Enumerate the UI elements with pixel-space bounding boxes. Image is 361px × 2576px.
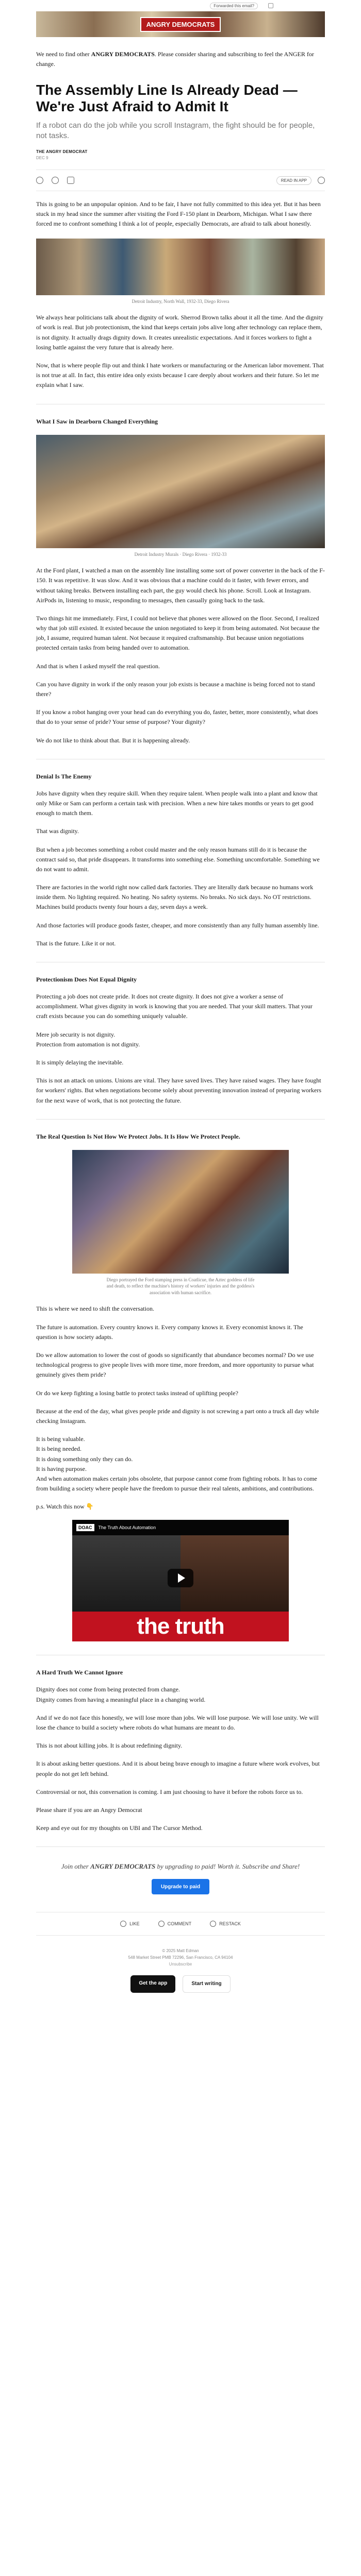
publication-logo[interactable]: ANGRY DEMOCRATS — [140, 17, 221, 32]
footer — [36, 1948, 325, 1992]
forward-bar — [0, 0, 361, 11]
post-title[interactable]: The Assembly Line Is Already Dead — We're Just Afraid to Admit It — [36, 82, 298, 115]
watch-line: p.s. Watch this now 👇 — [36, 1503, 94, 1511]
paragraph: If you know a robot hanging over your head can do everything you do, faster, better, more consistently, what does that do to your sense of pride? Your sense of purpose? Your dignity? — [36, 708, 318, 726]
paragraph: And those factories will produce goods faster, cheaper, and more consistently than any fully human assembly line. — [36, 921, 319, 929]
list-item: It is having purpose. — [36, 1465, 87, 1472]
paragraph: This is not about killing jobs. It is about redefining dignity. — [36, 1742, 183, 1750]
paragraph: Protection from automation is not dignity. — [36, 1040, 140, 1048]
signoff-line: Keep and eye out for my thoughts on UBI and The Cursor Method. — [36, 1824, 203, 1832]
truth-lines — [36, 1685, 325, 1704]
short-lines — [36, 1030, 325, 1049]
restack-icon — [210, 1921, 216, 1927]
paragraph: And if we do not face this honestly, we will lose more than jobs. We will lose purpose. We will lose unity. We will lose the chance to build a society where robots do what humans are meant to do. — [36, 1714, 319, 1732]
truth-line: Dignity comes from having a meaningful place in a changing world. — [36, 1696, 206, 1703]
figure-3 — [36, 1150, 325, 1296]
paragraph: This is not an attack on unions. Unions are vital. They have saved lives. They have raised wages. They have fought for workers' rights. But when negotiations become solely about preventing innovation instead of preparing workers for the next wave of work, that is not protecting the future. — [36, 1077, 322, 1104]
list-item: And when automation makes certain jobs obsolete, that purpose cannot come from fighting robots. It has to come from building a society where people have the freedom to pursue their real talents, ambitions, and contributions. — [36, 1475, 317, 1493]
byline — [36, 149, 325, 160]
list-item: It is being valuable. — [36, 1435, 85, 1443]
play-icon[interactable] — [168, 1569, 193, 1587]
paragraph: We always hear politicians talk about the dignity of work. Sherrod Brown talks about it all the time. And the dignity of work is real. But job protectionism, the kind that keeps certain jobs alive long after technology can replace them, is not dignity. It actually drags dignity down. It creates unrealistic expectations. And it forces workers to fight a losing battle against the very future that is already here. — [36, 314, 323, 351]
paragraph: There are factories in the world right now called dark factories. They are literally dark because no humans work inside them. No lighting required. No heating. No safety systems. No breaks. No sick days. No OT restrictions. Machines build products twenty four hours a day, seven days a week. — [36, 884, 314, 911]
section-heading: A Hard Truth We Cannot Ignore — [36, 1669, 123, 1676]
unsubscribe-link[interactable]: Unsubscribe — [169, 1961, 192, 1967]
paragraph: That is the future. Like it or not. — [36, 939, 116, 947]
bottom-action-bar — [36, 1912, 325, 1936]
paragraph: Now, that is where people flip out and think I hate workers or manufacturing or the American labor movement. That is not true at all. In fact, this entire idea only exists because I care deeply about workers and their future. So let me explain what I saw. — [36, 361, 324, 389]
figure-caption: Detroit Industry Murals · Diego Rivera · 1932-33 — [134, 551, 227, 557]
list-lines — [36, 1434, 325, 1494]
figure-caption: Diego portrayed the Ford stamping press in Coatlicue, the Aztec goddess of life and death, to reflect the machine's history of workers' injuries and the goddess's association with human sacrifice. — [106, 1277, 255, 1295]
start-writing-button[interactable]: Start writing — [183, 1975, 230, 1993]
upgrade-button[interactable]: Upgrade to paid — [152, 1879, 209, 1894]
post-container — [36, 49, 325, 1993]
paragraph: That was dignity. — [36, 827, 79, 835]
video-title[interactable]: The Truth About Automation — [98, 1525, 156, 1531]
paragraph: Or do we keep fighting a losing battle to protect tasks instead of uplifting people? — [36, 1389, 238, 1397]
paragraph: And that is when I asked myself the real question. — [36, 662, 160, 670]
paragraph: It is about asking better questions. And it is about being brave enough to imagine a future where work evolves, but people do not get left behind. — [36, 1760, 320, 1777]
embedded-video[interactable] — [72, 1520, 289, 1641]
video-overlay-text: the truth — [72, 1612, 289, 1641]
truth-line: Dignity does not come from being protected from change. — [36, 1686, 180, 1693]
paragraph: Jobs have dignity when they require skill. When they require talent. When people walk into a plant and know that only Mike or Sam can perform a certain task with precision. When a new hire takes months or years to get good enough to match them. — [36, 789, 318, 817]
video-frame-right — [180, 1535, 289, 1613]
restack-icon[interactable] — [67, 177, 74, 184]
share-icon[interactable] — [318, 177, 325, 184]
heart-icon — [120, 1921, 126, 1927]
mural-image[interactable] — [36, 239, 325, 295]
copyright: © 2025 Matt Edman — [162, 1948, 199, 1954]
list-item: It is doing something only they can do. — [36, 1455, 133, 1463]
read-in-app-button[interactable]: READ IN APP — [276, 176, 311, 185]
paragraph: At the Ford plant, I watched a man on the assembly line installing some sort of power converter in the back of the F-150. It was repetitive. It was slow. And it was obvious that a machine could do it faster, with fewer errors, and without taking breaks. Between installing each part, the guy would check his phone. Scroll. Look at Instagram. AirPods in, listening to music, responding to messages, then casually going back to the task. — [36, 567, 325, 604]
forwarded-label: Forwarded this email? — [210, 3, 258, 9]
paragraph: But when a job becomes something a robot could master and the only reason humans still do it is because the contract said so, that pride disappears. It transforms into something else. Something uncomfortable. Something we do not want to admit. — [36, 845, 320, 873]
paragraph: Two things hit me immediately. First, I could not believe that phones were allowed on the floor. Second, I realized why that job still existed. It existed because the union negotiated to keep it from being automated. Not because the job, I assume, required human talent. Not because it required craftsmanship. But because union negotiations protected certain tasks from being handed over to automation. — [36, 614, 320, 652]
section-heading: Denial Is The Enemy — [36, 772, 92, 780]
paragraph: The future is automation. Every country knows it. Every company knows it. Every economist knows it. The question is how society adapts. — [36, 1323, 303, 1341]
paragraph: Because at the end of the day, what gives people pride and dignity is not screwing a part onto a truck all day while checking Instagram. — [36, 1407, 319, 1425]
paragraph: It is simply delaying the inevitable. — [36, 1058, 124, 1066]
post-subtitle: If a robot can do the job while you scroll Instagram, the fight should be for people, not tasks. — [36, 121, 315, 140]
subscribe-icon[interactable] — [268, 3, 273, 8]
header-banner — [36, 11, 325, 37]
video-header — [72, 1520, 289, 1535]
cta-text: Join other ANGRY DEMOCRATS by upgrading to paid! Worth it. Subscribe and Share! — [61, 1862, 300, 1871]
paragraph: This is going to be an unpopular opinion. And to be fair, I have not fully committed to this idea yet. But it has been stuck in my head since the summer after visiting the Ford F-150 plant in Dearborn, Michigan. What I saw there forced me to confront something I think a lot of people, especially Democrats, are afraid to talk about honestly. — [36, 200, 321, 228]
figure-2 — [36, 435, 325, 558]
paragraph: Protecting a job does not create pride. It does not create dignity. It does not give a worker a sense of accomplishment. What gives dignity in work is knowing that you are needed. That your skill matters. That your craft exists because you can do something uniquely valuable. — [36, 993, 313, 1020]
comment-icon — [158, 1921, 165, 1927]
paragraph: We do not like to think about that. But it is happening already. — [36, 736, 190, 744]
comment-button[interactable]: COMMENT — [158, 1921, 192, 1927]
restack-button[interactable]: RESTACK — [210, 1921, 241, 1927]
mural-image[interactable] — [72, 1150, 289, 1274]
upgrade-cta — [36, 1862, 325, 1894]
figure-caption: Detroit Industry, North Wall, 1932-33, Diego Rivera — [132, 298, 229, 304]
author-name[interactable]: THE ANGRY DEMOCRAT — [36, 149, 88, 155]
section-heading: What I Saw in Dearborn Changed Everything — [36, 417, 158, 425]
paragraph: Mere job security is not dignity. — [36, 1030, 116, 1038]
intro-note: We need to find other ANGRY DEMOCRATS. Please consider sharing and subscribing to feel the ANGER for change. — [36, 50, 314, 67]
paragraph: This is where we need to shift the conversation. — [36, 1305, 154, 1313]
section-heading: Protectionism Does Not Equal Dignity — [36, 976, 137, 983]
divider — [36, 1119, 325, 1120]
footer-buttons — [36, 1975, 325, 1993]
signoff-line: Please share if you are an Angry Democrat — [36, 1806, 142, 1814]
get-app-button[interactable]: Get the app — [130, 1975, 175, 1993]
paragraph: Controversial or not, this conversation is coming. I am just choosing to have it before the robots force us to. — [36, 1788, 303, 1795]
divider — [36, 1846, 325, 1847]
channel-logo[interactable]: DOAC — [76, 1524, 94, 1531]
figure-1 — [36, 239, 325, 305]
paragraph: Do we allow automation to lower the cost of goods so significantly that abundance becomes normal? Do we use technological progress to give people lives with more time, more freedom, and more opportunity to pursue what genuinely gives them pride? — [36, 1351, 314, 1379]
post-action-bar — [36, 170, 325, 191]
like-button[interactable]: LIKE — [120, 1921, 140, 1927]
post-date: DEC 9 — [36, 156, 48, 161]
paragraph: Can you have dignity in work if the only reason your job exists is because a machine is being forced not to stand there? — [36, 680, 315, 698]
list-item: It is being needed. — [36, 1445, 81, 1453]
address: 548 Market Street PMB 72296, San Francisco, CA 94104 — [128, 1955, 233, 1960]
video-frame-left — [72, 1535, 180, 1613]
section-heading: The Real Question Is Not How We Protect Jobs. It Is How We Protect People. — [36, 1132, 240, 1140]
comment-icon[interactable] — [52, 177, 59, 184]
mural-image[interactable] — [36, 435, 325, 548]
heart-icon[interactable] — [36, 177, 43, 184]
